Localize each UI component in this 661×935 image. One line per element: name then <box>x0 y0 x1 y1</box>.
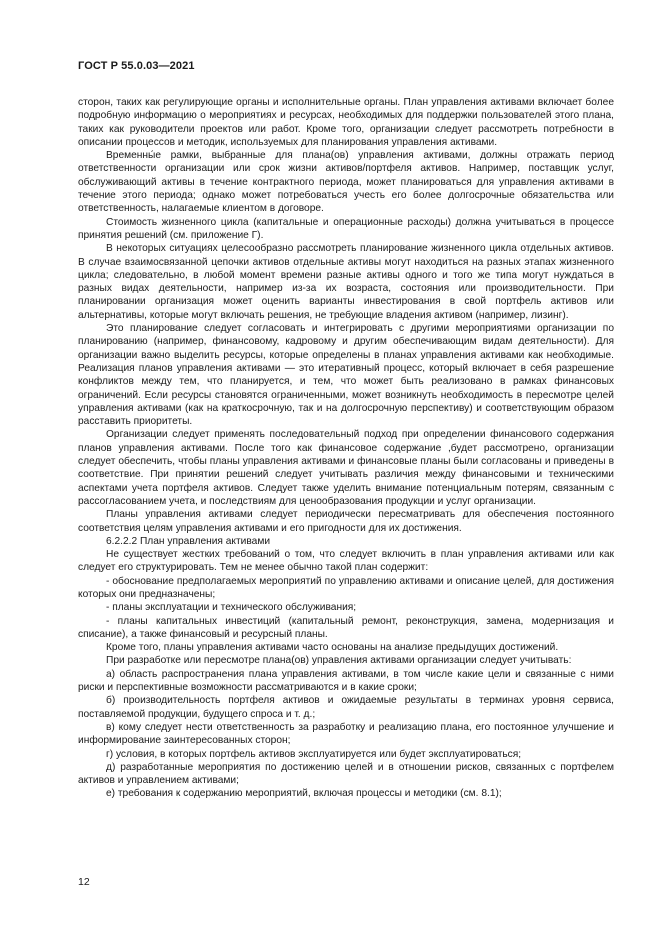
body-paragraph: При разработке или пересмотре плана(ов) управления активами организации следует учитывать: <box>106 655 572 667</box>
body-paragraph: - обоснование предполагаемых мероприятий по управлению активами и описание целей, для достижения которых они предназначены; <box>78 575 614 600</box>
document-header: ГОСТ Р 55.0.03—2021 <box>78 60 195 72</box>
body-paragraph: - планы эксплуатации и технического обслуживания; <box>106 602 357 614</box>
body-paragraph: д) разработанные мероприятия по достижению целей и в отношении рисков, связанных с портфелем активов и управлением активами; <box>78 761 614 787</box>
body-paragraph: б) производительность портфеля активов и ожидаемые результаты в терминах уровня сервиса, поставляемой продукции, будущего спроса и т. д.; <box>78 695 614 720</box>
body-paragraph: Временны́е рамки, выбранные для плана(ов) управления активами, должны отражать период ответственности организации или срок жизни активов/портфеля активов. Например, поставщик услуг, обслуживающий активы в течение контрактного периода, может планироваться для управления активами в течение этого периода; однако может потребоваться учесть его более долгосрочные обязательства или ответственность, налагаемые клиентом в договоре. <box>78 150 614 215</box>
page-number: 12 <box>78 876 90 888</box>
body-paragraph: Планы управления активами следует периодически пересматривать для обеспечения постоянного соответствия целям управления активами и его пригодности для их достижения. <box>78 509 614 534</box>
body-paragraph: Организации следует применять последовательный подход при определении финансового содержания планов управления активами. После того как финансовое содержание ,будет рассмотрено, организации следует обеспечить, чтобы планы управления активами и финансовые планы были согласованы и приведены в соответствие. При принятии решений следует учитывать различия между финансовыми и техническими аспектами учета портфеля активов. Следует также уделить внимание потенциальным потерям, связанным с рассогласованием учета, и последствиям для ценообразования продукции и услуг организации. <box>78 429 614 507</box>
section-heading: 6.2.2.2 План управления активами <box>106 535 271 547</box>
body-paragraph: е) требования к содержанию мероприятий, включая процессы и методики (см. 8.1); <box>106 788 502 800</box>
body-paragraph: а) область распространения плана управления активами, в том числе какие цели и связанные с ними риски и перспективные возможности рассматриваются и в какие сроки; <box>78 668 614 694</box>
body-paragraph: В некоторых ситуациях целесообразно рассмотреть планирование жизненного цикла отдельных активов. В случае взаимосвязанной цепочки активов отдельные активы могут находиться на разных этапах жизненного цикла; следовательно, в любой момент времени разные активы одного и того же типа могут нуждаться в разных видах деятельности, например из-за их возраста, состояния или производительности. При планировании организация может оценить варианты инвестирования в свой портфель активов или альтернативы, которые могут включать решения, не требующие владения активом (например, лизинг). <box>78 243 614 321</box>
body-paragraph: - планы капитальных инвестиций (капитальный ремонт, реконструкция, замена, модернизация и списание), а также финансовый и ресурсный планы. <box>78 615 614 640</box>
body-paragraph: Стоимость жизненного цикла (капитальные и операционные расходы) должна учитываться в процессе принятия решений (см. приложение Г). <box>78 216 614 241</box>
body-paragraph: г) условия, в которых портфель активов эксплуатируется или будет эксплуатироваться; <box>106 748 522 760</box>
document-body <box>78 96 614 801</box>
body-paragraph: Это планирование следует согласовать и интегрировать с другими мероприятиями организации по планированию (например, финансовому, кадровому и другим обеспечивающим видам деятельности). Для организации важно выделить ресурсы, которые определены в планах управления активами как необходимые. Реализация планов управления активами — это итеративный процесс, который включает в себя разрешение конфликтов между тем, что планируется, и тем, что может быть реализовано в рамках финансовых ограничений. Если ресурсы становятся ограниченными, может возникнуть необходимость в пересмотре целей управления активами (как на краткосрочную, так и на долгосрочную перспективу) и соответствующим образом расставить приоритеты. <box>78 323 614 428</box>
body-paragraph: Не существует жестких требований о том, что следует включить в план управления активами или как следует его структурировать. Тем не менее обычно такой план содержит: <box>78 549 614 574</box>
body-paragraph: Кроме того, планы управления активами часто основаны на анализе предыдущих достижений. <box>106 642 559 654</box>
body-paragraph: сторон, таких как регулирующие органы и исполнительные органы. План управления активами включает более подробную информацию о мероприятиях и ресурсах, необходимых для поддержки пользователей этого плана, таких как руководители проектов или работ. Кроме того, организации следует рассмотреть потребности в описании процессов и методик, используемых для планирования управления активами. <box>78 97 614 148</box>
body-paragraph: в) кому следует нести ответственность за разработку и реализацию плана, его постоянное улучшение и информирование заинтересованных сторон; <box>78 721 614 747</box>
